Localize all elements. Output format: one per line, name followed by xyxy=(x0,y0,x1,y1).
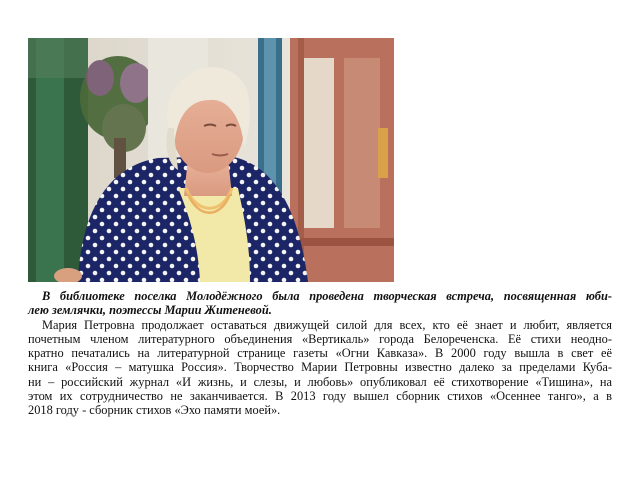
door xyxy=(290,38,394,282)
paragraph-line: ни – российский журнал «И жизнь, и слезы, и любовь» опубликовал её стихотворение «Тишина», на xyxy=(28,374,612,389)
paragraph-line: кратно печатались на литературной странице газеты «Огни Кавказа». В 2000 году вышла в свет её xyxy=(28,346,612,361)
paragraph-line: 2018 году - сборник стихов «Эхо памяти моей». xyxy=(28,403,281,418)
paragraph-line: почетным членом литературного объединения «Вертикаль» города Белореченска. Её стихи неодно- xyxy=(28,331,612,346)
photo-illustration xyxy=(28,38,394,282)
paragraph-line: Мария Петровна продолжает оставаться движущей силой для всех, кто её знает и любит, является xyxy=(42,317,612,332)
article-paragraph xyxy=(28,318,612,418)
caption-line: лею землячки, поэтессы Марии Житеневой. xyxy=(28,303,272,318)
photo-caption xyxy=(28,289,612,318)
caption-line: В библиотеке поселка Молодёжного была проведена творческая встреча, посвященная юби- xyxy=(42,289,612,303)
photo-poetess xyxy=(28,38,394,282)
article-text xyxy=(28,289,612,418)
paragraph-line: книга «Россия – матушка Россия». Творчество Марии Петровны известно далеко за пределами Куба- xyxy=(28,360,612,375)
paragraph-line: этом их сотрудничество не заканчивается. В 2013 году вышел сборник стихов «Осеннее танго», а в xyxy=(28,389,612,404)
